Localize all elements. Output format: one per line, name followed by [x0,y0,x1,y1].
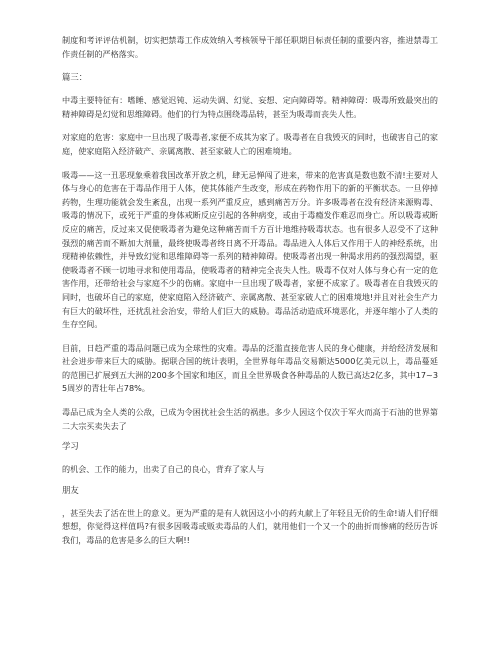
heading-friend: 朋友 [62,484,79,495]
heading-study: 学习 [62,441,79,452]
paragraph-global-problem: 目前，日趋严重的毒品问题已成为全球性的灾难。毒品的泛滥直接危害人民的身心健康，并给经济发展和社会进步带来巨大的威胁。据联合国的统计表明，全世界每年毒品交易额达5000亿美元以上，毒品蔓延的范围已扩展到五大洲的200多个国家和地区，而且全世界吸食各种毒品的人数已高达2亿多，其中17~35周岁的青壮年占78%。 [62,342,438,394]
paragraph-symptoms: 中毒主要特征有：嗜睡、感觉迟钝、运动失调、幻觉、妄想、定向障碍等。精神障碍：吸毒所致最突出的精神障碍是幻觉和思维障碍。他们的行为特点围绕毒品转，甚至为吸毒而丧失人性。 [62,95,438,119]
paragraph-public-enemy: 毒品已成为全人类的公敌，已成为令困扰社会生活的祸患。多少人因这个仅次于军火而高于石油的世界第二大宗买卖失去了 [62,407,438,431]
paragraph-responsibility: 制度和考评评估机制，切实把禁毒工作成效纳入考核领导干部任职期目标责任制的重要内容，推进禁毒工作责任制的严格落实。 [62,35,438,59]
paragraph-drug-harm: 吸毒——这一丑恶现象乘着我国改革开放之机，肆无忌惮闯了进来，带来的危害真是数也数不清!主要对人体与身心的危害在于毒品作用于人体，使其体能产生改变，形成在药物作用下的新的平衡状态。一旦停掉药物，生理功能就会发生紊乱，出现一系列严重反应，感到痛苦万分。许多吸毒者在没有经济来源购毒、吸毒的情况下，或死于严重的身体戒断反应引起的各种病变，或由于毒瘾发作难忍而身亡。所以吸毒戒断反应的痛苦，反过来又促使吸毒者为避免这种痛苦而千方百计地维持吸毒状态。也有很多人忍受不了这种强烈的痛苦而不断加大剂量，最终使吸毒者终日离不开毒品。毒品进入人体后又作用于人的神经系统，出现精神依赖性，并导致幻觉和思维障碍等一系列的精神障碍。使吸毒者出现一种渴求用药的强烈渴望，驱使吸毒者不顾一切地寻求和使用毒品，使吸毒者的精神完全丧失人性。吸毒不仅对人体与身心有一定的危害作用，还带给社会与家庭不少的伤痛。家庭中一旦出现了吸毒者，家便不成家了。吸毒者在自我毁灭的同时，也破坏自己的家庭，使家庭陷入经济破产、亲属离散、甚至家破人亡的困难境地!并且对社会生产力有巨大的破坏性，还扰乱社会治安，带给人们巨大的威胁。毒品活动造成环境恶化，并逐年缩小了人类的生存空间。 [62,169,438,330]
paragraph-family-harm: 对家庭的危害：家庭中一旦出现了吸毒者,家便不成其为家了。吸毒者在自我毁灭的同时，也破害自己的家庭，使家庭陷入经济破产、亲属离散、甚至家破人亡的困难境地。 [62,132,438,156]
section-heading-3: 篇三： [62,72,88,83]
paragraph-lost-chances: 的机会、工作的能力，出卖了自己的良心，背弃了家人与 [62,464,265,475]
paragraph-conclusion: ，甚至失去了活在世上的意义。更为严重的是有人就因这小小的药丸献上了年轻且无价的生命!请人们仔细想想，你觉得这样值吗?有很多因吸毒或贩卖毒品的人们，就用他们一个又一个的曲折而惨痛的经历告诉我们，毒品的危害是多么的巨大啊!! [62,507,438,546]
